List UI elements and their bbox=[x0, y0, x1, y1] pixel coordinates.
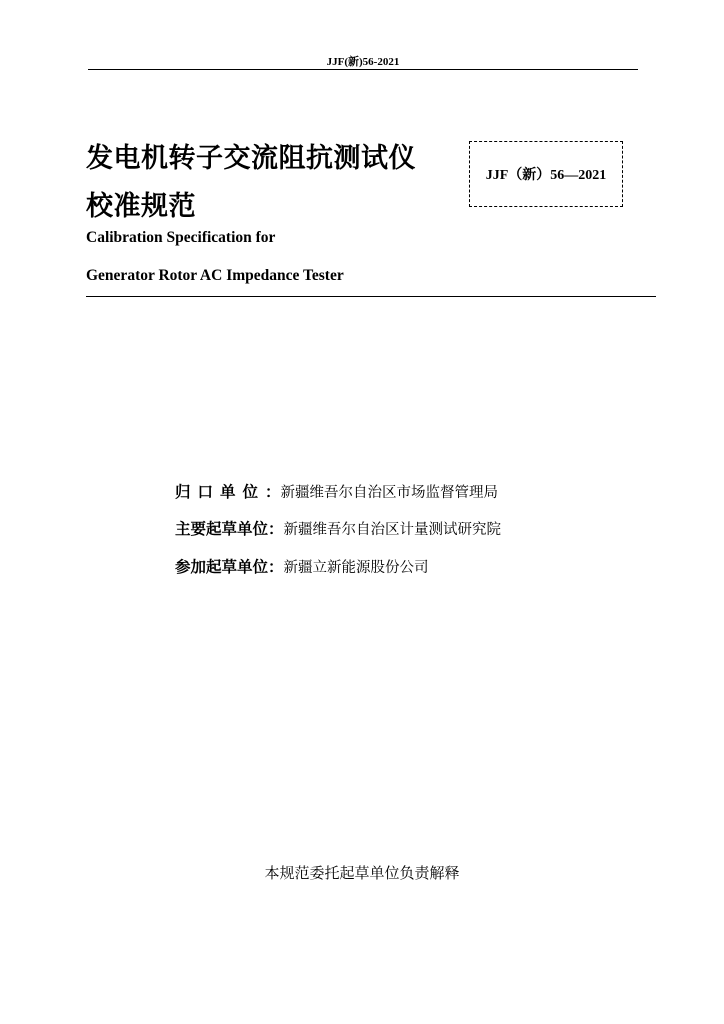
org-label: 参加起草单位 bbox=[175, 558, 269, 576]
org-row-centralized bbox=[175, 480, 498, 504]
title-english-line-1: Calibration Specification for bbox=[86, 229, 276, 246]
org-colon: ： bbox=[268, 558, 284, 576]
org-value: 新疆立新能源股份公司 bbox=[283, 560, 429, 576]
header-rule bbox=[88, 69, 638, 70]
title-rule bbox=[86, 296, 656, 297]
org-row-participating-drafter bbox=[175, 555, 429, 579]
interpretation-note: 本规范委托起草单位负责解释 bbox=[264, 864, 460, 882]
title-english-line-2: Generator Rotor AC Impedance Tester bbox=[86, 267, 344, 284]
title-chinese-line-2: 校准规范 bbox=[86, 191, 196, 222]
org-colon: ： bbox=[265, 483, 281, 501]
org-row-main-drafter bbox=[175, 517, 501, 541]
running-header-code: JJF(新)56-2021 bbox=[326, 56, 400, 68]
org-value: 新疆维吾尔自治区市场监督管理局 bbox=[280, 485, 499, 501]
specification-code-box bbox=[469, 141, 623, 207]
title-chinese-line-1: 发电机转子交流阻抗测试仪 bbox=[86, 143, 416, 174]
specification-code: JJF（新）56—2021 bbox=[485, 168, 607, 183]
org-value: 新疆维吾尔自治区计量测试研究院 bbox=[283, 522, 502, 538]
org-label: 归口单位 bbox=[175, 483, 266, 501]
org-colon: ： bbox=[268, 520, 284, 538]
org-label: 主要起草单位 bbox=[175, 520, 269, 538]
